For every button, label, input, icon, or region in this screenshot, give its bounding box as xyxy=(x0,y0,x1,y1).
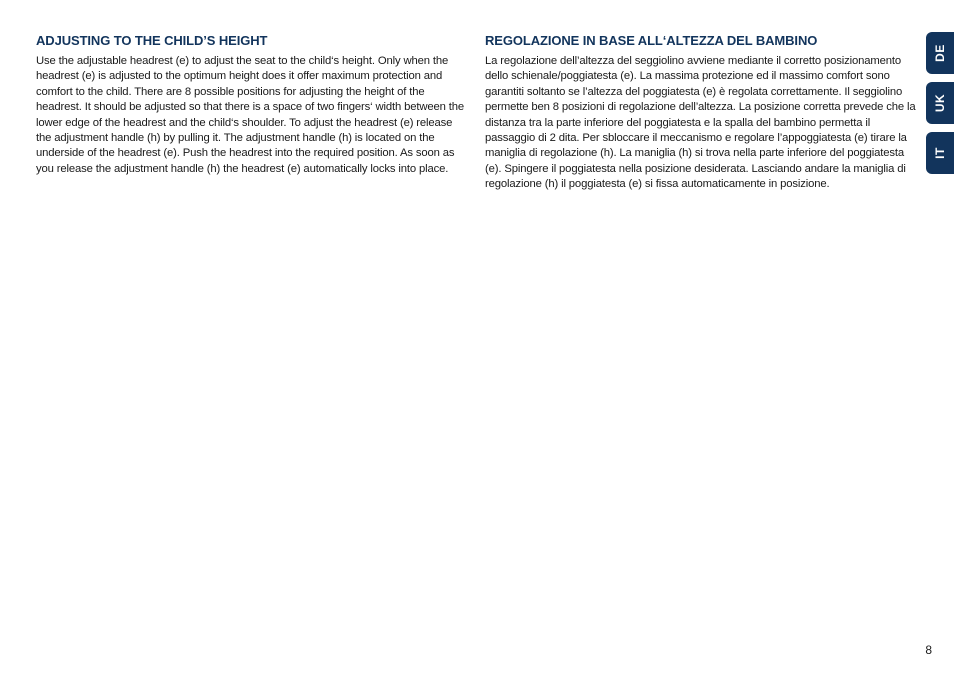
tab-de[interactable] xyxy=(926,32,954,74)
tab-it[interactable] xyxy=(926,132,954,174)
italian-body-text: La regolazione dell’altezza del seggiolino avviene mediante il corretto posizionamento dello schienale/poggiatesta (e). La massima protezione ed il massimo comfort sono garantiti soltanto se l’altezza del poggiatesta (e) è regolata correttamente. Il seggiolino permette ben 8 posizioni di regolazione dell’altezza. La posizione corretta prevede che la distanza tra la parte inferiore del poggiatesta e la spalla del bambino permetta il passaggio di 2 dita. Per sbloccare il meccanismo e regolare l’appoggiatesta (e) tirare la maniglia di regolazione (h). La maniglia (h) si trova nella parte inferiore del poggiatesta (e). Spingere il poggiatesta nella posizione desiderata. Lasciando andare la maniglia di regolazione (h) il poggiatesta (e) si fissa automaticamente in posizione. xyxy=(485,55,916,191)
tab-de-label: DE xyxy=(932,44,947,62)
tab-it-label: IT xyxy=(932,147,947,159)
english-body-text: Use the adjustable headrest (e) to adjust the seat to the child‘s height. Only when the headrest (e) is adjusted to the optimum height does it offer maximum protection and comfort to the child. There are 8 possible positions for adjusting the height of the headrest. It should be adjusted so that there is a space of two fingers‘ width between the lower edge of the headrest and the child‘s shoulder. To adjust the headrest (e) release the adjustment handle (h) by pulling it. The adjustment handle (h) is located on the underside of the headrest (e). Push the headrest into the required position. As soon as you release the adjustment handle (h) the headrest (e) automatically locks into place. xyxy=(36,55,464,175)
italian-heading: REGOLAZIONE IN BASE ALL‘ALTEZZA DEL BAMBINO xyxy=(485,33,818,48)
tab-uk-label: UK xyxy=(933,93,947,113)
english-section xyxy=(36,33,468,177)
page-number: 8 xyxy=(925,643,932,657)
italian-section xyxy=(485,33,917,193)
tab-uk[interactable] xyxy=(926,82,954,124)
english-heading: ADJUSTING TO THE CHILD’S HEIGHT xyxy=(36,33,268,48)
